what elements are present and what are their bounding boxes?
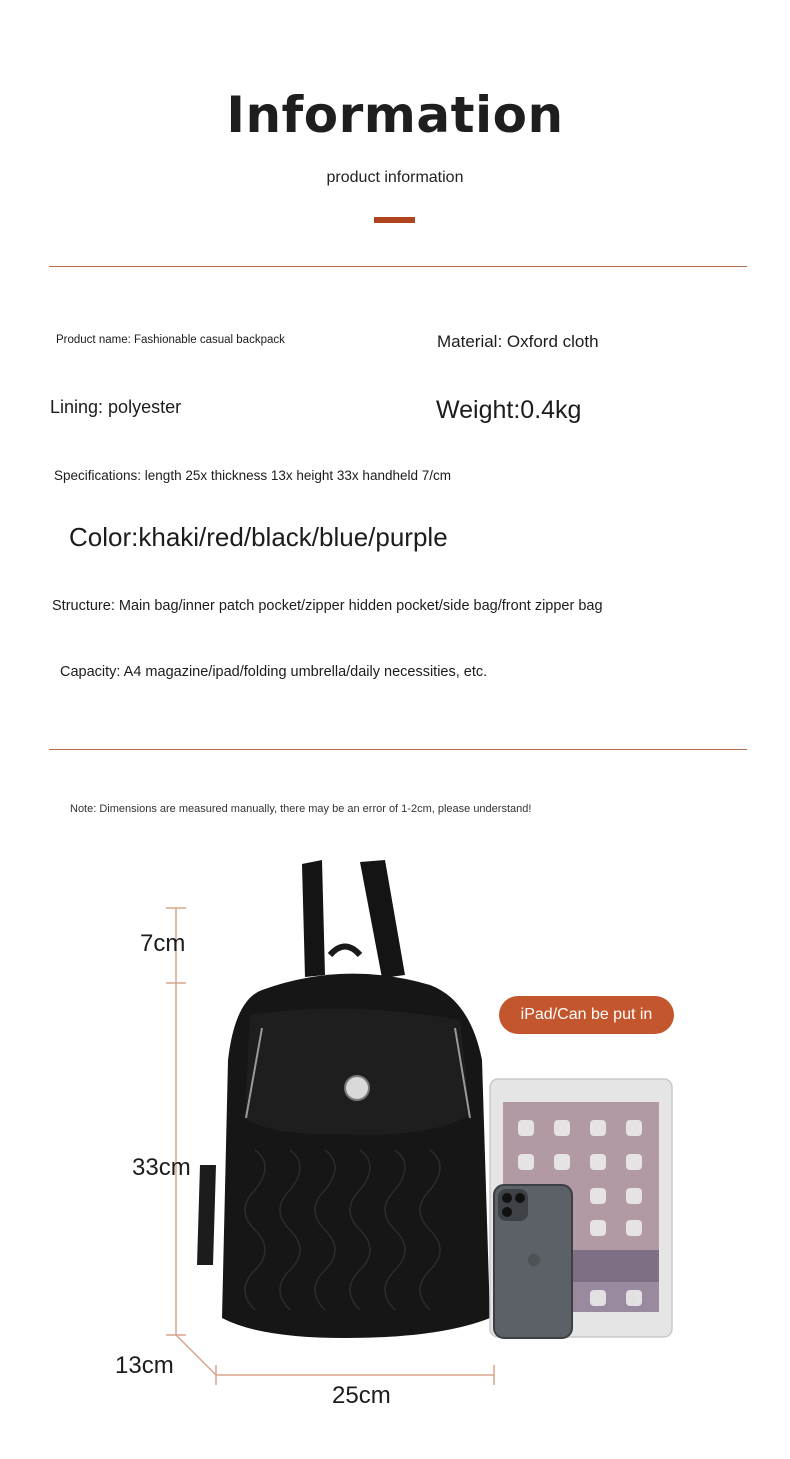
structure-text: Structure: Main bag/inner patch pocket/zipper hidden pocket/side bag/front zipper bag xyxy=(52,598,603,614)
product-name-text: Product name: Fashionable casual backpack xyxy=(56,334,285,346)
capacity-text: Capacity: A4 magazine/ipad/folding umbrella/daily necessities, etc. xyxy=(60,664,488,680)
weight-text: Weight:0.4kg xyxy=(436,396,582,424)
length-dimension-label: 25cm xyxy=(332,1382,391,1409)
phone-image xyxy=(494,1185,572,1338)
color-text: Color:khaki/red/black/blue/purple xyxy=(69,522,448,552)
material-text: Material: Oxford cloth xyxy=(437,332,599,351)
ipad-badge: iPad/Can be put in xyxy=(499,996,674,1034)
height-dimension-label: 33cm xyxy=(132,1154,191,1181)
specifications-text: Specifications: length 25x thickness 13x height 33x handheld 7/cm xyxy=(54,468,451,483)
backpack-image xyxy=(197,860,490,1338)
page-subtitle: product information xyxy=(326,169,464,186)
measurement-note: Note: Dimensions are measured manually, there may be an error of 1-2cm, please understand! xyxy=(70,803,532,815)
lining-text: Lining: polyester xyxy=(50,397,182,417)
page-title: Information xyxy=(226,86,564,144)
handle-dimension-label: 7cm xyxy=(140,930,186,957)
thickness-dimension-label: 13cm xyxy=(115,1352,174,1379)
